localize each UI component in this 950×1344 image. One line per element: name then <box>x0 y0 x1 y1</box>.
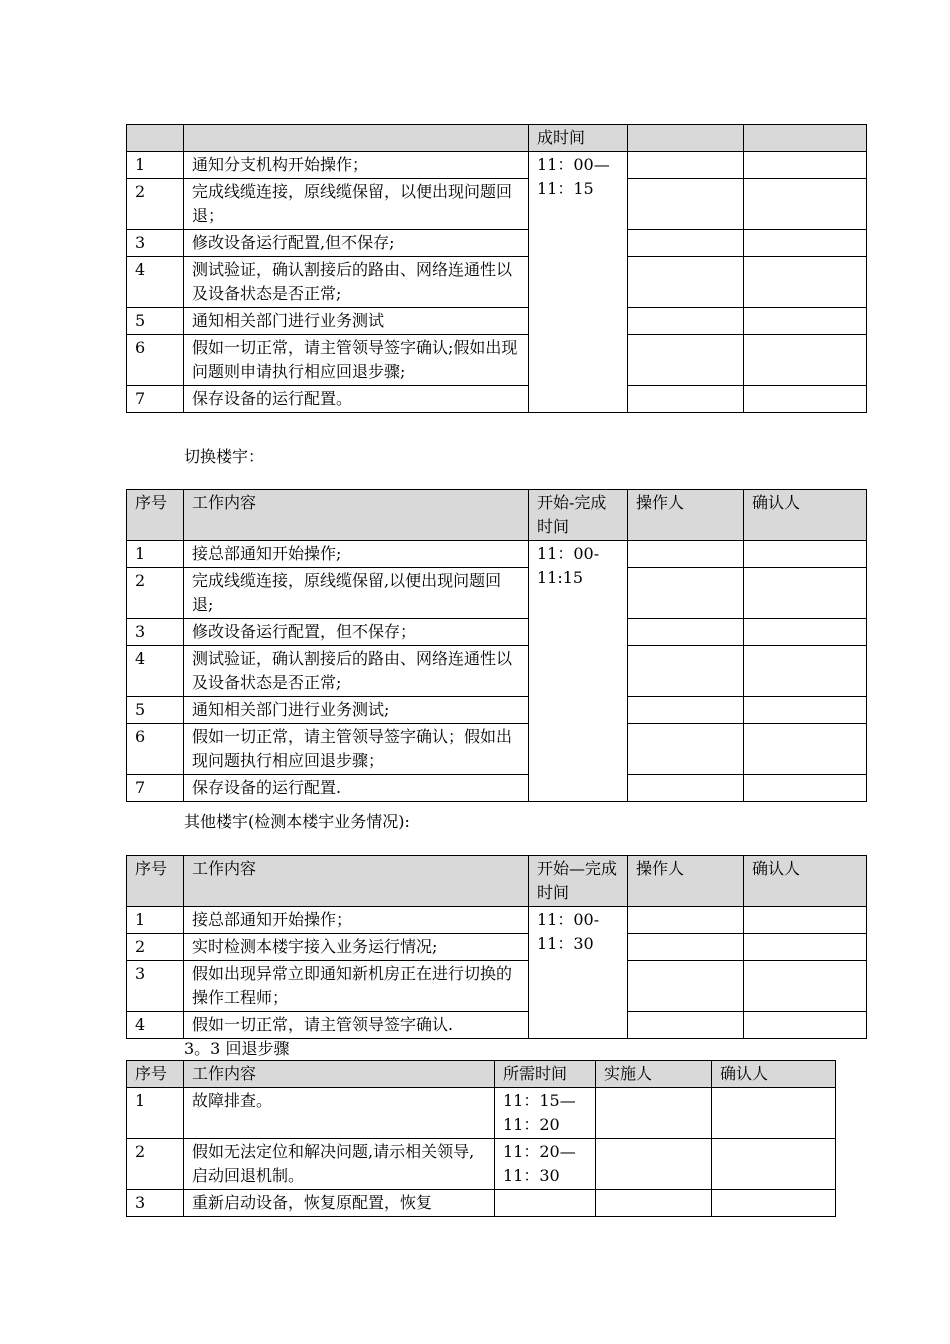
time-cell: 11：20—11：30 <box>495 1139 596 1190</box>
operator-cell <box>628 775 744 802</box>
operator-cell <box>628 308 744 335</box>
row-content: 通知分支机构开始操作； <box>184 152 529 179</box>
row-content: 故障排查。 <box>184 1088 495 1139</box>
operator-cell <box>628 335 744 386</box>
operator-cell <box>628 179 744 230</box>
operator-cell <box>628 907 744 934</box>
table-row <box>127 257 867 308</box>
row-number: 5 <box>127 697 184 724</box>
confirmer-cell <box>712 1088 836 1139</box>
table-cutover-branch <box>126 124 867 413</box>
table-header-row <box>127 1061 836 1088</box>
row-number: 2 <box>127 1139 184 1190</box>
header-cell-operator <box>628 125 744 152</box>
table-row <box>127 230 867 257</box>
operator-cell <box>628 568 744 619</box>
table-row <box>127 907 867 934</box>
time-start: 11：00— <box>537 155 610 174</box>
row-number: 4 <box>127 257 184 308</box>
table-switch-building <box>126 489 867 802</box>
implementer-cell <box>596 1139 712 1190</box>
table-row <box>127 1088 836 1139</box>
row-number: 5 <box>127 308 184 335</box>
row-number: 1 <box>127 1088 184 1139</box>
row-number: 1 <box>127 907 184 934</box>
header-cell-no: 序号 <box>127 490 184 541</box>
header-cell-content <box>184 125 529 152</box>
operator-cell <box>628 386 744 413</box>
row-number: 2 <box>127 934 184 961</box>
header-cell-confirmer: 确认人 <box>744 490 867 541</box>
time-start: 11：00- <box>537 910 600 929</box>
confirmer-cell <box>744 568 867 619</box>
row-content: 重新启动设备，恢复原配置，恢复 <box>184 1190 495 1217</box>
row-content: 完成线缆连接，原线缆保留,以便出现问题回退; <box>184 568 529 619</box>
header-cell-no: 序号 <box>127 856 184 907</box>
row-number: 4 <box>127 1012 184 1039</box>
row-number: 6 <box>127 335 184 386</box>
header-cell-operator: 操作人 <box>628 856 744 907</box>
table-row <box>127 697 867 724</box>
header-cell-content: 工作内容 <box>184 490 529 541</box>
operator-cell <box>628 152 744 179</box>
header-cell-no: 序号 <box>127 1061 184 1088</box>
section-heading-rollback: 3。3 回退步骤 <box>184 1039 290 1058</box>
row-content: 假如无法定位和解决问题,请示相关领导,启动回退机制。 <box>184 1139 495 1190</box>
confirmer-cell <box>744 697 867 724</box>
table-row <box>127 386 867 413</box>
confirmer-cell <box>744 619 867 646</box>
row-number: 4 <box>127 646 184 697</box>
table-row <box>127 775 867 802</box>
header-cell-content: 工作内容 <box>184 856 529 907</box>
row-content: 测试验证，确认割接后的路由、网络连通性以及设备状态是否正常; <box>184 257 529 308</box>
time-end: 11：15 <box>537 179 594 198</box>
table-row <box>127 934 867 961</box>
confirmer-cell <box>744 335 867 386</box>
confirmer-cell <box>744 1012 867 1039</box>
operator-cell <box>628 934 744 961</box>
row-content: 完成线缆连接，原线缆保留，以便出现问题回退； <box>184 179 529 230</box>
confirmer-cell <box>744 179 867 230</box>
row-content: 实时检测本楼宇接入业务运行情况; <box>184 934 529 961</box>
table-row <box>127 1190 836 1217</box>
header-cell-operator: 操作人 <box>628 490 744 541</box>
row-number: 7 <box>127 775 184 802</box>
row-number: 1 <box>127 541 184 568</box>
confirmer-cell <box>744 907 867 934</box>
row-number: 1 <box>127 152 184 179</box>
confirmer-cell <box>744 152 867 179</box>
row-content: 通知相关部门进行业务测试 <box>184 308 529 335</box>
row-number: 2 <box>127 568 184 619</box>
row-number: 2 <box>127 179 184 230</box>
time-cell <box>495 1190 596 1217</box>
operator-cell <box>628 619 744 646</box>
header-cell-time: 所需时间 <box>495 1061 596 1088</box>
confirmer-cell <box>744 257 867 308</box>
time-cell <box>529 541 628 802</box>
table-header-row <box>127 490 867 541</box>
table-row <box>127 619 867 646</box>
table-row <box>127 1139 836 1190</box>
confirmer-cell <box>744 724 867 775</box>
table-header-row <box>127 125 867 152</box>
row-number: 7 <box>127 386 184 413</box>
confirmer-cell <box>712 1139 836 1190</box>
row-number: 3 <box>127 230 184 257</box>
row-content: 假如一切正常，请主管领导签字确认;假如出现问题则申请执行相应回退步骤; <box>184 335 529 386</box>
confirmer-cell <box>712 1190 836 1217</box>
confirmer-cell <box>744 775 867 802</box>
row-content: 保存设备的运行配置. <box>184 775 529 802</box>
confirmer-cell <box>744 541 867 568</box>
table-row <box>127 961 867 1012</box>
table-row <box>127 568 867 619</box>
time-start: 11：00- <box>537 544 600 563</box>
table-row <box>127 724 867 775</box>
confirmer-cell <box>744 934 867 961</box>
header-cell-time: 开始-完成时间 <box>529 490 628 541</box>
table-row <box>127 179 867 230</box>
row-content: 修改设备运行配置，但不保存； <box>184 619 529 646</box>
confirmer-cell <box>744 386 867 413</box>
table-row <box>127 152 867 179</box>
row-content: 假如一切正常，请主管领导签字确认；假如出现问题执行相应回退步骤； <box>184 724 529 775</box>
header-cell-content: 工作内容 <box>184 1061 495 1088</box>
table-header-row <box>127 856 867 907</box>
confirmer-cell <box>744 308 867 335</box>
row-content: 通知相关部门进行业务测试; <box>184 697 529 724</box>
row-content: 修改设备运行配置,但不保存; <box>184 230 529 257</box>
operator-cell <box>628 257 744 308</box>
table-other-buildings <box>126 855 867 1039</box>
time-end: 11:15 <box>537 568 584 587</box>
row-number: 6 <box>127 724 184 775</box>
row-number: 3 <box>127 961 184 1012</box>
table-row <box>127 308 867 335</box>
operator-cell <box>628 961 744 1012</box>
header-cell-no <box>127 125 184 152</box>
row-content: 接总部通知开始操作； <box>184 907 529 934</box>
section-label-other-buildings: 其他楼宇(检测本楼宇业务情况): <box>184 812 410 831</box>
time-cell: 11：15—11：20 <box>495 1088 596 1139</box>
header-cell-implementer: 实施人 <box>596 1061 712 1088</box>
time-cell <box>529 907 628 1039</box>
section-label-switch-building: 切换楼宇： <box>184 447 265 466</box>
operator-cell <box>628 1012 744 1039</box>
row-content: 测试验证，确认割接后的路由、网络连通性以及设备状态是否正常; <box>184 646 529 697</box>
row-number: 3 <box>127 1190 184 1217</box>
operator-cell <box>628 541 744 568</box>
operator-cell <box>628 724 744 775</box>
operator-cell <box>628 230 744 257</box>
header-cell-confirmer <box>744 125 867 152</box>
implementer-cell <box>596 1190 712 1217</box>
row-content: 假如一切正常，请主管领导签字确认. <box>184 1012 529 1039</box>
confirmer-cell <box>744 230 867 257</box>
table-row <box>127 335 867 386</box>
header-cell-confirmer: 确认人 <box>712 1061 836 1088</box>
row-content: 保存设备的运行配置。 <box>184 386 529 413</box>
table-row <box>127 1012 867 1039</box>
operator-cell <box>628 646 744 697</box>
row-number: 3 <box>127 619 184 646</box>
row-content: 接总部通知开始操作; <box>184 541 529 568</box>
time-end: 11：30 <box>537 934 594 953</box>
table-row <box>127 646 867 697</box>
header-cell-time: 开始—完成时间 <box>529 856 628 907</box>
time-cell <box>529 152 628 413</box>
table-row <box>127 541 867 568</box>
header-cell-time: 成时间 <box>529 125 628 152</box>
header-cell-confirmer: 确认人 <box>744 856 867 907</box>
implementer-cell <box>596 1088 712 1139</box>
operator-cell <box>628 697 744 724</box>
row-content: 假如出现异常立即通知新机房正在进行切换的操作工程师； <box>184 961 529 1012</box>
confirmer-cell <box>744 646 867 697</box>
table-rollback-steps <box>126 1060 836 1217</box>
confirmer-cell <box>744 961 867 1012</box>
